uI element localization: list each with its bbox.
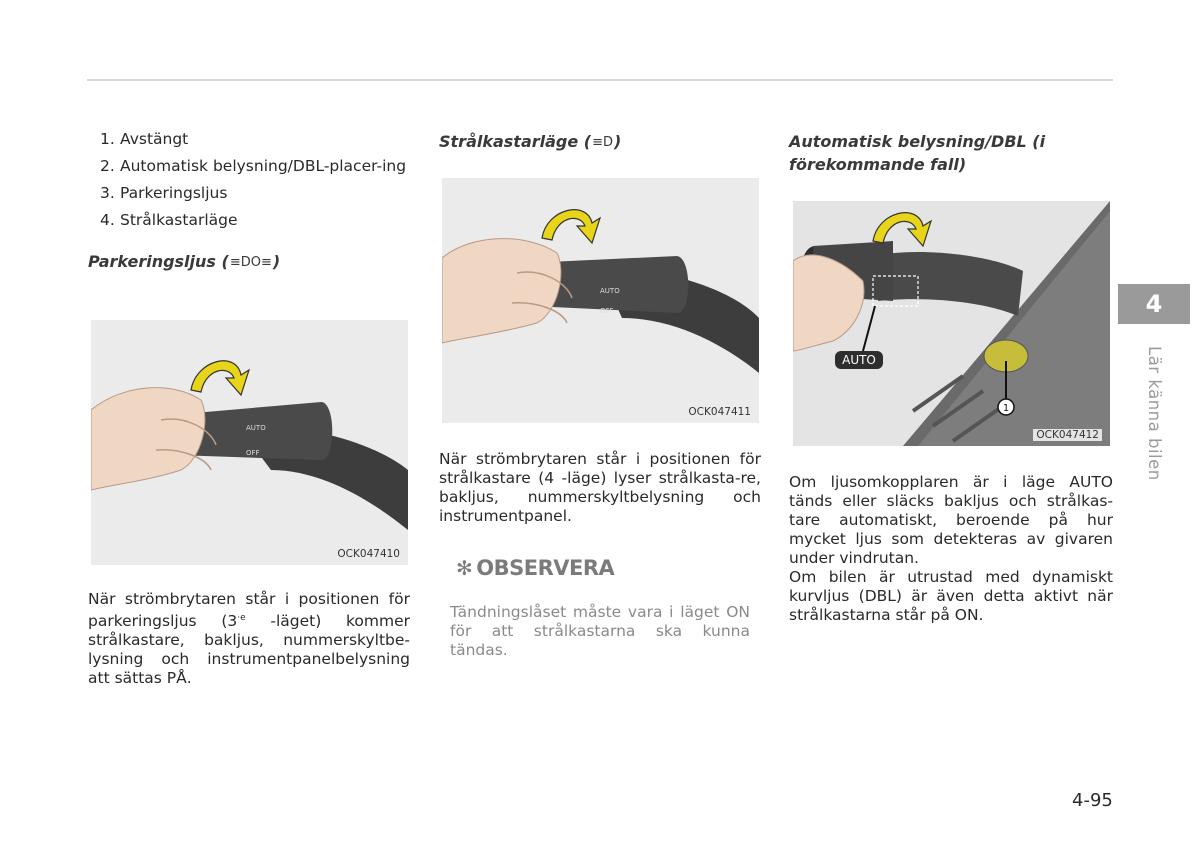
figure-headlight: [442, 178, 759, 423]
svg-text:AUTO: AUTO: [246, 424, 266, 432]
figure-code: OCK047410: [337, 548, 400, 560]
list-item: 4. Strålkastarläge: [100, 211, 238, 229]
auto-body-1: Om ljusomkopplaren är i läge AUTO tänds eller släcks bakljus och strålkas-tare automatiskt, beroende på hur mycket ljus som detekteras av givaren under vindrutan.: [789, 473, 1113, 567]
column-left: [88, 130, 410, 274]
column-right: [789, 130, 1113, 176]
stalk-illustration: [91, 320, 408, 565]
parking-body: När strömbrytaren står i positionen för parkeringsljus ($3^{\cdot e}$ -läget) kommer strålkastare, bakljus, nummerskyltbe-lysning och instrumentpanelbelysning att sättas PÅ.: [88, 590, 410, 688]
parking-heading: Parkeringsljus (≡DO≡): [88, 250, 410, 274]
asterisk-icon: ✻: [456, 556, 473, 580]
parking-light-icon: ≡DO≡: [229, 255, 272, 270]
figure-code: OCK047411: [688, 406, 751, 418]
list-item: 2. Automatisk belysning/DBL-placer-ing: [100, 157, 407, 175]
svg-text:OFF: OFF: [600, 307, 614, 315]
stalk-illustration: [442, 178, 759, 423]
figure-code: OCK047412: [1033, 429, 1102, 441]
svg-text:AUTO: AUTO: [600, 287, 620, 295]
figure-auto-light: [793, 201, 1110, 446]
figure-parking-light: [91, 320, 408, 565]
svg-text:AUTO: AUTO: [842, 353, 876, 367]
headlight-body: När strömbrytaren står i positionen för strålkastare (4 -läge) lyser strålkasta-re, bakljus, nummerskyltbelysning och instrumentpanel.: [439, 450, 761, 525]
svg-text:OFF: OFF: [246, 449, 260, 457]
switch-positions-list: [88, 130, 410, 230]
header-rule: [87, 79, 1113, 81]
auto-heading: Automatisk belysning/DBL (i förekommande fall): [789, 132, 1046, 174]
page-number: 4-95: [1072, 790, 1113, 811]
headlight-heading: Strålkastarläge (≡D): [439, 130, 761, 154]
auto-body-2: Om bilen är utrustad med dynamiskt kurvljus (DBL) är även detta aktivt när strålkastarna står på ON.: [789, 568, 1113, 624]
observera-title: ✻ OBSERVERA: [456, 556, 615, 580]
headlight-icon: ≡D: [592, 135, 614, 150]
chapter-label: Lär känna bilen: [1145, 346, 1164, 481]
observera-text: Tändningslåset måste vara i läget ON för att strålkastarna ska kunna tändas.: [450, 603, 750, 659]
list-item: 1. Avstängt: [100, 130, 189, 148]
svg-text:1: 1: [1002, 403, 1010, 414]
column-middle: [439, 130, 761, 154]
stalk-illustration: [793, 201, 1110, 446]
list-item: 3. Parkeringsljus: [100, 184, 228, 202]
chapter-tab: 4: [1118, 284, 1190, 324]
